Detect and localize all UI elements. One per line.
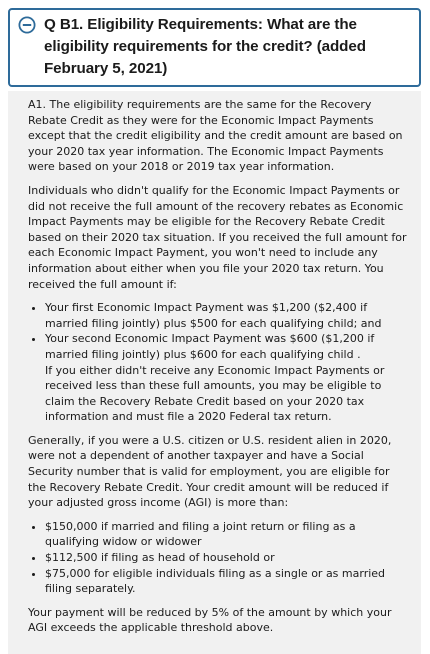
faq-answer-body <box>8 91 421 654</box>
answer-paragraph-4: Your payment will be reduced by 5% of the amount by which your AGI exceeds the applicable threshold above. <box>28 605 392 635</box>
list-item-note: If you either didn't receive any Economic Impact Payments or received less than these full amounts, you may be eligible to claim the Recovery Rebate Credit based on your 2020 tax information and must file a 2020 Federal tax return. <box>45 363 385 424</box>
full-amount-list <box>28 300 409 425</box>
answer-paragraph-1: A1. The eligibility requirements are the same for the Recovery Rebate Credit as they were for the Economic Impact Payments except that the credit eligibility and the credit amount are based on your 2020 tax year information. The Economic Impact Payments were based on your 2018 or 2019 tax year information. <box>28 98 403 174</box>
faq-accordion-header[interactable] <box>8 8 421 87</box>
agi-threshold-list <box>28 519 409 597</box>
faq-accordion <box>8 8 421 654</box>
list-item <box>45 331 409 425</box>
list-item: • $75,000 for eligible individuals filing as a single or as married filing separately. <box>45 566 409 597</box>
list-item: • Your first Economic Impact Payment was $1,200 ($2,400 if married filing jointly) plus $500 for each qualifying child; and <box>45 300 409 331</box>
minus-circle-icon[interactable] <box>18 16 36 34</box>
list-item-text: Your second Economic Impact Payment was $600 ($1,200 if married filing jointly) plus $600 for each qualifying child . <box>45 332 375 361</box>
faq-question-title: Q B1. Eligibility Requirements: What are the eligibility requirements for the credit? (added February 5, 2021) <box>44 16 366 77</box>
list-item: • $112,500 if filing as head of household or <box>45 550 409 566</box>
answer-paragraph-2: Individuals who didn't qualify for the Economic Impact Payments or did not receive the full amount of the recovery rebates as Economic Impact Payments may be eligible for the Recovery Rebate Credit based on their 2020 tax situation. If you received the full amount for each Economic Impact Payment, you won't need to include any information about either when you file your 2020 tax return. You received the full amount if: <box>28 183 407 291</box>
list-item: • $150,000 if married and filing a joint return or filing as a qualifying widow or widower <box>45 519 409 550</box>
answer-paragraph-3: Generally, if you were a U.S. citizen or U.S. resident alien in 2020, were not a dependent of another taxpayer and have a Social Security number that is valid for employment, you are eligible for the Recovery Rebate Credit. Your credit amount will be reduced if your adjusted gross income (AGI) is more than: <box>28 433 392 510</box>
